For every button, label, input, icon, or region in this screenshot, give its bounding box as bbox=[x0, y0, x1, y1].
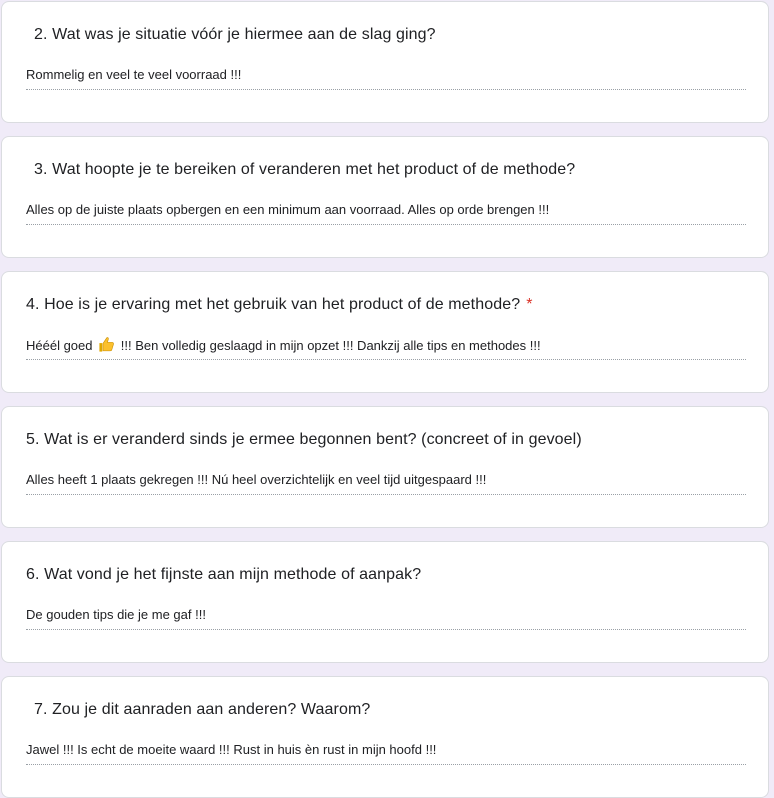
answer-field-3[interactable]: Alles op de juiste plaats opbergen en een minimum aan voorraad. Alles op orde brengen !!! bbox=[26, 201, 746, 225]
question-title-2: 2. Wat was je situatie vóór je hiermee aan de slag ging? bbox=[34, 26, 436, 43]
thumbs-up-icon bbox=[98, 336, 115, 353]
question-title-3: 3. Wat hoopte je te bereiken of veranderen met het product of de methode? bbox=[34, 161, 576, 178]
answer-field-4[interactable] bbox=[26, 336, 746, 360]
question-title-7: 7. Zou je dit aanraden aan anderen? Waarom? bbox=[34, 701, 371, 718]
required-asterisk: * bbox=[526, 296, 533, 313]
answer-field-6[interactable]: De gouden tips die je me gaf !!! bbox=[26, 606, 746, 630]
question-card-3 bbox=[1, 136, 769, 258]
question-card-4 bbox=[1, 271, 769, 393]
question-title-4-text: 4. Hoe is je ervaring met het gebruik van het product of de methode? bbox=[26, 296, 521, 313]
answer-field-2[interactable]: Rommelig en veel te veel voorraad !!! bbox=[26, 66, 746, 90]
answer-text-after-icon: !!! Ben volledig geslaagd in mijn opzet !!! Dankzij alle tips en methodes !!! bbox=[120, 338, 541, 353]
answer-text-before-icon: Hééél goed bbox=[26, 338, 93, 353]
answer-field-5[interactable]: Alles heeft 1 plaats gekregen !!! Nú heel overzichtelijk en veel tijd uitgespaard !!! bbox=[26, 471, 746, 495]
question-title-5: 5. Wat is er veranderd sinds je ermee begonnen bent? (concreet of in gevoel) bbox=[26, 431, 582, 448]
answer-field-7[interactable]: Jawel !!! Is echt de moeite waard !!! Rust in huis èn rust in mijn hoofd !!! bbox=[26, 741, 746, 765]
question-title-6: 6. Wat vond je het fijnste aan mijn methode of aanpak? bbox=[26, 566, 422, 583]
question-card-2 bbox=[1, 1, 769, 123]
question-card-6 bbox=[1, 541, 769, 663]
question-title-4 bbox=[26, 296, 533, 314]
question-card-7 bbox=[1, 676, 769, 798]
question-card-5 bbox=[1, 406, 769, 528]
